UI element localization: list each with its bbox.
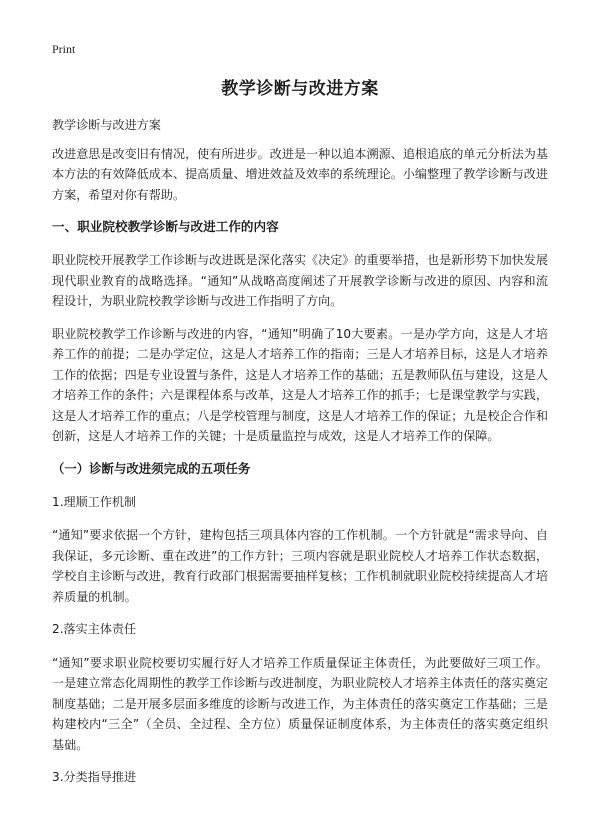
item-heading-3: 3.分类指导推进 <box>52 770 137 784</box>
intro-paragraph: 改进意思是改变旧有情况，使有所进步。改进是一种以追本溯源、追根追底的单元分析法为基本方法的有效降低成本、提高质量、增进效益及效率的系统理论。小编整理了教学诊断与改进方案，希望对你有帮助。 <box>52 146 548 202</box>
item2-paragraph: “通知”要求职业院校要切实履行好人才培养工作质量保证主体责任，为此要做好三项工作。一是建立常态化周期性的教学工作诊断与改进制度，为职业院校人才培养主体责任的落实奠定制度基础；二是开展多层面多维度的诊断与改进工作，为主体责任的落实奠定工作基础；三是构建校内“三全”（全员、全过程、全方位）质量保证制度体系，为主体责任的落实奠定组织基础。 <box>52 655 548 752</box>
item1-paragraph: “通知”要求依据一个方针，建构包括三项具体内容的工作机制。一个方针就是“需求导向、自我保证，多元诊断、重在改进”的工作方针；三项内容就是职业院校人才培养工作状态数据，学校自主诊断与改进，教育行政部门根据需要抽样复核；工作机制就职业院校持续提高人才培养质量的机制。 <box>52 528 548 604</box>
section1-paragraph-2: 职业院校教学工作诊断与改进的内容，“通知”明确了10大要素。一是办学方向，这是人才培养工作的前提；二是办学定位，这是人才培养工作的指南；三是人才培养目标，这是人才培养工作的依据；四是专业设置与条件，这是人才培养工作的基础；五是教师队伍与建设，这是人才培养工作的条件；六是课程体系与改革，这是人才培养工作的抓手；七是课堂教学与实践，这是人才培养工作的重点；八是学校管理与制度，这是人才培养工作的保证；九是校企合作和创新，这是人才培养工作的关键；十是质量监控与成效，这是人才培养工作的保障。 <box>52 326 548 443</box>
subsection-heading-1: （一）诊断与改进须完成的五项任务 <box>52 460 251 476</box>
item-heading-2: 2.落实主体责任 <box>52 622 137 636</box>
print-link[interactable]: Print <box>52 42 76 56</box>
section1-paragraph-1: 职业院校开展教学工作诊断与改进既是深化落实《决定》的重要举措，也是新形势下加快发展现代职业教育的战略选择。“通知”从战略高度阐述了开展教学诊断与改进的原因、内容和流程设计，为职业院校教学诊断与改进工作指明了方向。 <box>52 253 548 308</box>
item-heading-1: 1.理顺工作机制 <box>52 494 137 509</box>
article-subtitle: 教学诊断与改进方案 <box>52 118 161 132</box>
section-heading-1: 一、职业院校教学诊断与改进工作的内容 <box>52 219 279 234</box>
page-title: 教学诊断与改进方案 <box>221 79 379 99</box>
